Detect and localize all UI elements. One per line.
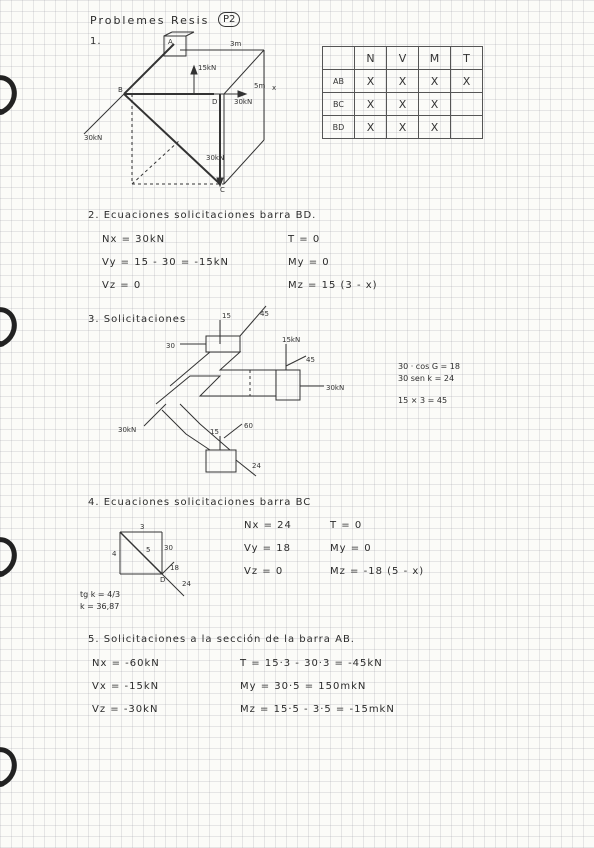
table-cell: X — [387, 70, 419, 93]
table-row — [323, 116, 483, 139]
force-arrow-diag — [144, 404, 166, 426]
label-c: C — [220, 186, 225, 194]
section-5-title: 5. Solicitaciones a la sección de la barra AB. — [88, 634, 355, 645]
label-force: 24 — [252, 462, 261, 470]
equation: Vy = 18 — [244, 543, 291, 554]
equation: Vx = -15kN — [92, 681, 160, 692]
equation: T = 15·3 - 30·3 = -45kN — [240, 658, 383, 669]
node-box-right — [276, 370, 300, 400]
table-cell: X — [355, 70, 387, 93]
table-header-cell: V — [387, 47, 419, 70]
label-force: 30 — [164, 544, 173, 552]
angle-note: tg k = 4/3 — [80, 590, 121, 599]
label-force-bottom: 30kN — [206, 154, 225, 162]
label-force: 30kN — [118, 426, 137, 434]
table-cell: X — [419, 93, 451, 116]
binder-ring — [0, 740, 22, 794]
label-force: 45 — [260, 310, 269, 318]
label-force: 15kN — [282, 336, 301, 344]
label-force: 45 — [306, 356, 315, 364]
table-cell — [451, 93, 483, 116]
page-badge: P2 — [218, 12, 240, 27]
binder-ring — [0, 530, 22, 584]
equation: Mz = 15·5 - 3·5 = -15mkN — [240, 704, 395, 715]
bar-ab — [124, 44, 174, 94]
angle-note: k = 36,87 — [80, 602, 120, 611]
table-header-row — [323, 47, 483, 70]
table-cell: X — [419, 70, 451, 93]
equation: My = 30·5 = 150mkN — [240, 681, 367, 692]
table-header-cell: N — [355, 47, 387, 70]
section-3-title: 3. Solicitaciones — [88, 314, 187, 325]
table-cell: X — [451, 70, 483, 93]
equation: Vz = 0 — [244, 566, 284, 577]
label-force: 24 — [182, 580, 191, 588]
equation: Vz = 0 — [102, 280, 142, 291]
table-cell: X — [387, 116, 419, 139]
table-row — [323, 70, 483, 93]
node-box-bottom — [206, 450, 236, 472]
equation: My = 0 — [330, 543, 372, 554]
problem-number: 1. — [90, 36, 102, 47]
structure-diagram-1 — [84, 30, 294, 200]
equation: T = 0 — [330, 520, 363, 531]
table-cell: X — [355, 116, 387, 139]
label-a: A — [168, 38, 173, 46]
equation: T = 0 — [288, 234, 321, 245]
label-force: 18 — [170, 564, 179, 572]
equation: My = 0 — [288, 257, 330, 268]
label-side: 3 — [140, 523, 145, 531]
calc-note: 15 × 3 = 45 — [398, 396, 448, 405]
section-2-title: 2. Ecuaciones solicitaciones barra BD. — [88, 210, 317, 221]
label-b: B — [118, 86, 123, 94]
table-header-cell: M — [419, 47, 451, 70]
table-cell: X — [355, 93, 387, 116]
label-d: D — [212, 98, 218, 106]
label-node: D — [160, 576, 166, 584]
label-force: 60 — [244, 422, 253, 430]
table-cell — [451, 116, 483, 139]
binder-ring — [0, 300, 22, 354]
equation: Nx = 24 — [244, 520, 292, 531]
equation: Mz = 15 (3 - x) — [288, 280, 378, 291]
triangle-diagram — [100, 520, 210, 600]
force-arrow — [286, 356, 306, 366]
label-force: 15 — [210, 428, 219, 436]
label-force-left: 30kN — [84, 134, 103, 142]
equation: Vz = -30kN — [92, 704, 159, 715]
table-row-label: AB — [323, 70, 355, 93]
label-side: 4 — [112, 550, 117, 558]
table-header-cell: T — [451, 47, 483, 70]
table-row-label: BC — [323, 93, 355, 116]
table-cell: X — [387, 93, 419, 116]
page-title: Problemes Resis — [90, 14, 210, 27]
label-force-top: 15kN — [198, 64, 217, 72]
table-cell: X — [419, 116, 451, 139]
label-force: 30 — [166, 342, 175, 350]
table-row-label: BD — [323, 116, 355, 139]
calc-note: 30 · cos G = 18 — [398, 362, 460, 371]
equation: Nx = 30kN — [102, 234, 166, 245]
table-header-cell — [323, 47, 355, 70]
label-axis-x: x — [272, 84, 277, 92]
force-arrow — [224, 424, 242, 438]
label-force-right: 30kN — [234, 98, 253, 106]
bar-bc — [124, 94, 220, 184]
label-len-side: 5m — [254, 82, 266, 90]
calc-note: 30 sen k = 24 — [398, 374, 455, 383]
force-arrow-left — [84, 94, 124, 134]
binder-ring — [0, 68, 22, 122]
equation: Vy = 15 - 30 = -15kN — [102, 257, 229, 268]
label-force: 30kN — [326, 384, 345, 392]
label-side: 5 — [146, 546, 151, 554]
label-force: 15 — [222, 312, 231, 320]
equation: Mz = -18 (5 - x) — [330, 566, 425, 577]
section-4-title: 4. Ecuaciones solicitaciones barra BC — [88, 497, 312, 508]
label-len-top: 3m — [230, 40, 242, 48]
equation: Nx = -60kN — [92, 658, 160, 669]
solicitations-table — [322, 46, 483, 139]
node-box-top — [206, 336, 240, 352]
table-row — [323, 93, 483, 116]
structure-diagram-3 — [110, 300, 370, 480]
